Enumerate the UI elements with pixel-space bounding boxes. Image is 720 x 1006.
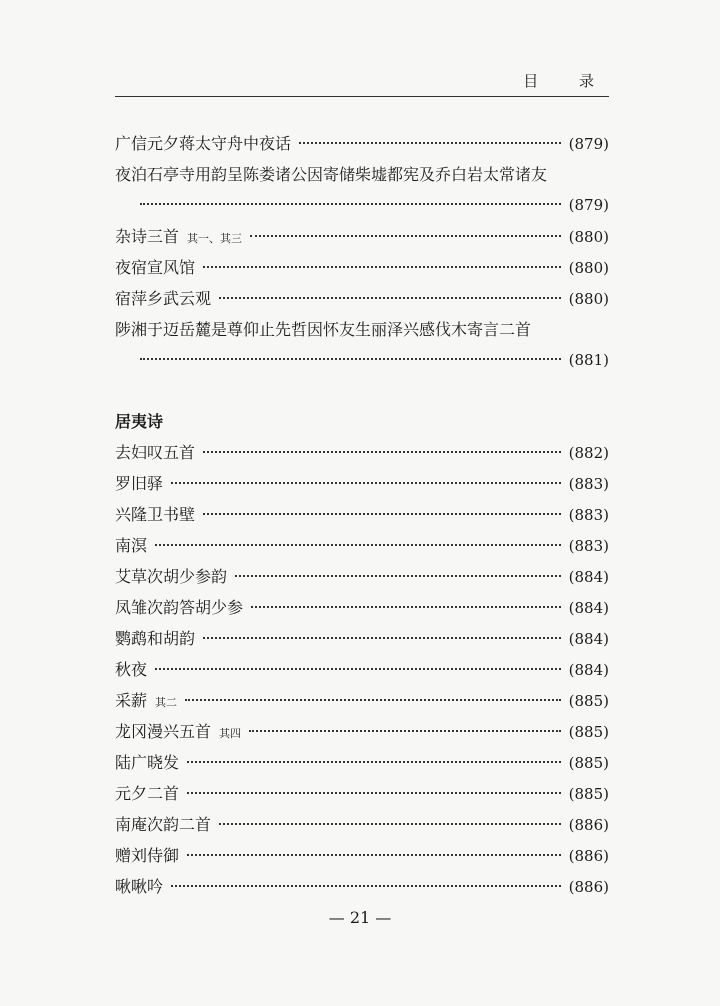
entry-page: (881) <box>568 351 609 369</box>
entry-title: 陟湘于迈岳麓是尊仰止先哲因怀友生丽泽兴感伐木寄言二首 <box>115 320 532 339</box>
dot-leader <box>251 606 561 608</box>
entry-page: (885) <box>568 723 609 741</box>
entry-title: 陆广晓发 <box>115 753 180 772</box>
toc-entry-wrapped <box>115 159 609 221</box>
toc-entry <box>115 809 609 840</box>
dot-leader <box>155 668 561 670</box>
entry-page: (880) <box>568 290 609 308</box>
entry-title: 罗旧驿 <box>115 474 164 493</box>
entry-title: 艾草次胡少参韵 <box>115 567 228 586</box>
toc-entry <box>115 778 609 809</box>
toc-group-c <box>115 437 609 902</box>
entry-page: (882) <box>568 444 609 462</box>
entry-title: 采薪 <box>115 691 148 710</box>
toc-entry <box>115 871 609 902</box>
entry-title: 元夕二首 <box>115 784 180 803</box>
entry-page: (886) <box>568 878 609 896</box>
entry-page: (885) <box>568 785 609 803</box>
header-rule <box>115 96 609 97</box>
entry-page: (884) <box>568 630 609 648</box>
entry-page: (880) <box>568 259 609 277</box>
dot-leader <box>219 297 561 299</box>
dot-leader <box>203 513 561 515</box>
toc-entry <box>115 530 609 561</box>
entry-title: 兴隆卫书壁 <box>115 505 196 524</box>
dot-leader <box>140 203 561 205</box>
entry-title: 鹦鹉和胡韵 <box>115 629 196 648</box>
running-header-title: 目 录 <box>523 72 612 90</box>
toc-entry <box>115 840 609 871</box>
entry-page: (886) <box>568 847 609 865</box>
toc-entry <box>115 499 609 530</box>
dot-leader <box>187 761 561 763</box>
entry-title: 夜泊石亭寺用韵呈陈娄诸公因寄储柴墟都宪及乔白岩太常诸友 <box>115 165 548 184</box>
page-number: — 21 — <box>328 908 392 927</box>
entry-title: 杂诗三首 <box>115 227 180 246</box>
entry-note: 其二 <box>155 696 178 709</box>
entry-title: 龙冈漫兴五首 <box>115 722 212 741</box>
section-heading: 居夷诗 <box>115 412 164 431</box>
entry-page: (884) <box>568 661 609 679</box>
toc-entry <box>115 468 609 499</box>
entry-title: 夜宿宣风馆 <box>115 258 196 277</box>
toc-entry <box>115 128 609 159</box>
toc-entry <box>115 623 609 654</box>
dot-leader <box>299 142 561 144</box>
dot-leader <box>187 792 561 794</box>
entry-page: (883) <box>568 475 609 493</box>
entry-page: (883) <box>568 537 609 555</box>
dot-leader <box>185 699 561 701</box>
toc-entry-wrapped <box>115 314 609 376</box>
entry-title: 南溟 <box>115 536 148 555</box>
entry-page: (885) <box>568 754 609 772</box>
dot-leader <box>219 823 561 825</box>
dot-leader <box>140 358 561 360</box>
toc-group-a <box>115 128 609 376</box>
dot-leader <box>203 451 561 453</box>
entry-title: 广信元夕蒋太守舟中夜话 <box>115 134 292 153</box>
toc-entry <box>115 685 609 716</box>
entry-page: (885) <box>568 692 609 710</box>
entry-title: 南庵次韵二首 <box>115 815 212 834</box>
toc-entry <box>115 283 609 314</box>
toc-entry <box>115 221 609 252</box>
toc-entry <box>115 252 609 283</box>
entry-page: (883) <box>568 506 609 524</box>
dot-leader <box>203 266 561 268</box>
entry-page: (879) <box>568 196 609 214</box>
dot-leader <box>155 544 561 546</box>
entry-note: 其四 <box>219 727 242 740</box>
entry-title: 秋夜 <box>115 660 148 679</box>
toc-entry <box>115 592 609 623</box>
toc-entry <box>115 716 609 747</box>
dot-leader <box>171 885 561 887</box>
entry-page: (880) <box>568 228 609 246</box>
dot-leader <box>203 637 561 639</box>
entry-page: (884) <box>568 568 609 586</box>
dot-leader <box>187 854 561 856</box>
toc-entry <box>115 747 609 778</box>
toc-entry <box>115 437 609 468</box>
dot-leader <box>171 482 561 484</box>
dot-leader <box>249 730 561 732</box>
entry-page: (879) <box>568 135 609 153</box>
toc-entry <box>115 654 609 685</box>
entry-title: 凤雏次韵答胡少参 <box>115 598 244 617</box>
entry-title: 啾啾吟 <box>115 877 164 896</box>
entry-title: 去妇叹五首 <box>115 443 196 462</box>
entry-page: (884) <box>568 599 609 617</box>
dot-leader <box>235 575 561 577</box>
dot-leader <box>250 235 561 237</box>
toc-entry <box>115 561 609 592</box>
entry-title: 赠刘侍御 <box>115 846 180 865</box>
entry-title: 宿萍乡武云观 <box>115 289 212 308</box>
entry-note: 其一、其三 <box>187 232 243 245</box>
entry-page: (886) <box>568 816 609 834</box>
